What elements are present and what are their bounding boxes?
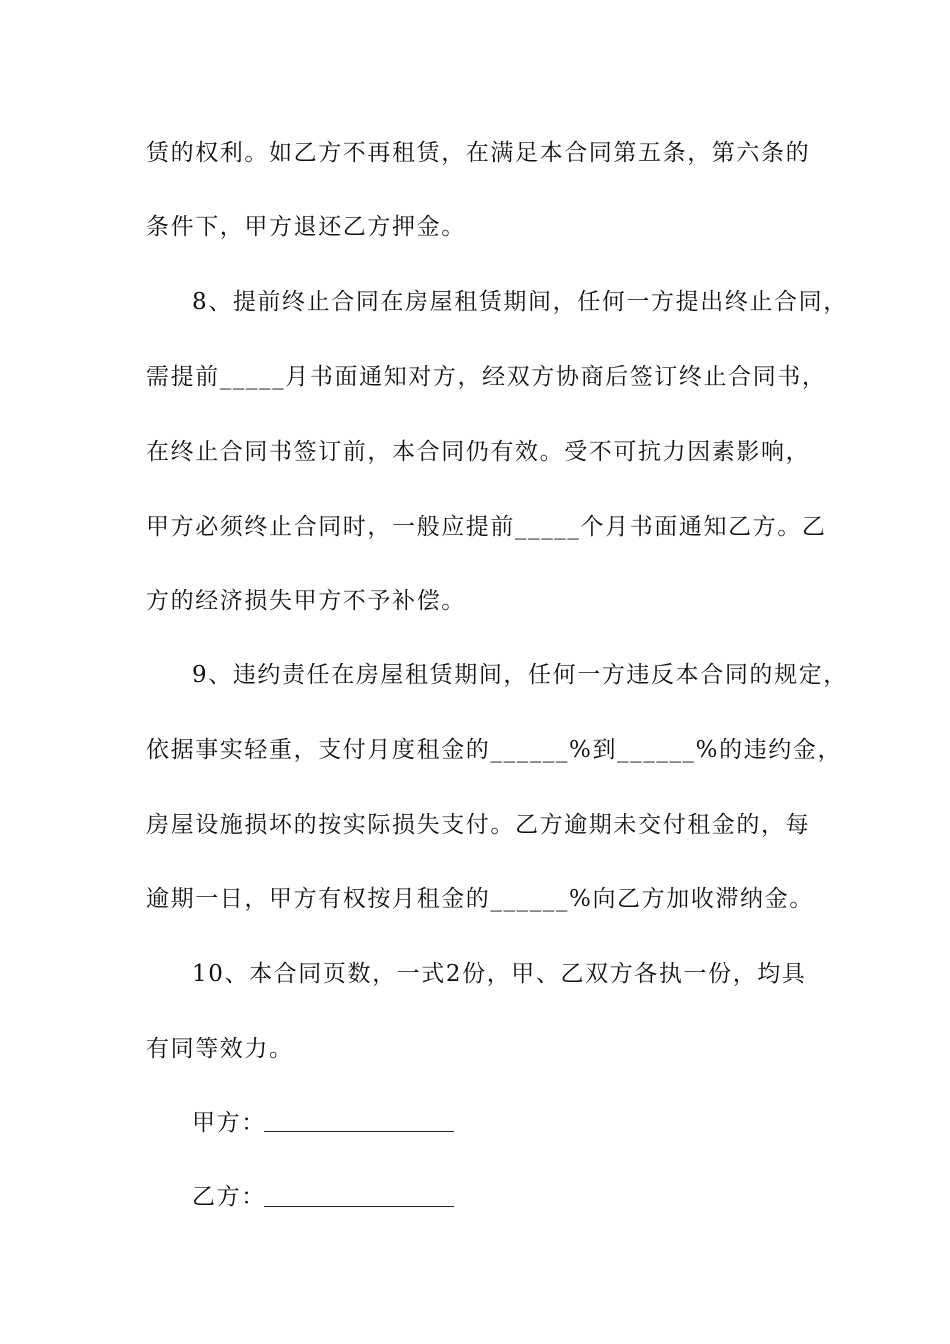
paragraph-line: 依据事实轻重，支付月度租金的______%到______%的违约金， bbox=[146, 737, 843, 763]
clause-10-heading-line: 10、本合同页数，一式2份，甲、乙双方各执一份，均具 bbox=[192, 961, 807, 987]
paragraph-line: 逾期一日，甲方有权按月租金的______%向乙方加收滞纳金。 bbox=[146, 886, 814, 912]
clause-8-heading-line: 8、提前终止合同在房屋租赁期间，任何一方提出终止合同， bbox=[192, 289, 848, 315]
paragraph-line: 有同等效力。 bbox=[146, 1036, 294, 1062]
paragraph-line: 条件下，甲方退还乙方押金。 bbox=[146, 214, 466, 240]
party-a-label: 甲方： bbox=[192, 1110, 266, 1136]
party-b-signature-line bbox=[264, 1206, 454, 1207]
paragraph-line: 在终止合同书签订前，本合同仍有效。受不可抗力因素影响， bbox=[146, 439, 811, 465]
party-a-signature-line bbox=[264, 1131, 454, 1132]
party-b-label: 乙方： bbox=[192, 1184, 266, 1210]
clause-9-heading-line: 9、违约责任在房屋租赁期间，任何一方违反本合同的规定， bbox=[192, 662, 848, 688]
paragraph-line: 房屋设施损坏的按实际损失支付。乙方逾期未交付租金的，每 bbox=[146, 812, 811, 838]
paragraph-line: 方的经济损失甲方不予补偿。 bbox=[146, 588, 466, 614]
paragraph-line: 赁的权利。如乙方不再租赁，在满足本合同第五条，第六条的 bbox=[146, 140, 811, 166]
paragraph-line: 甲方必须终止合同时，一般应提前_____个月书面通知乙方。乙 bbox=[146, 514, 827, 540]
paragraph-line: 需提前_____月书面通知对方，经双方协商后签订终止合同书， bbox=[146, 364, 827, 390]
